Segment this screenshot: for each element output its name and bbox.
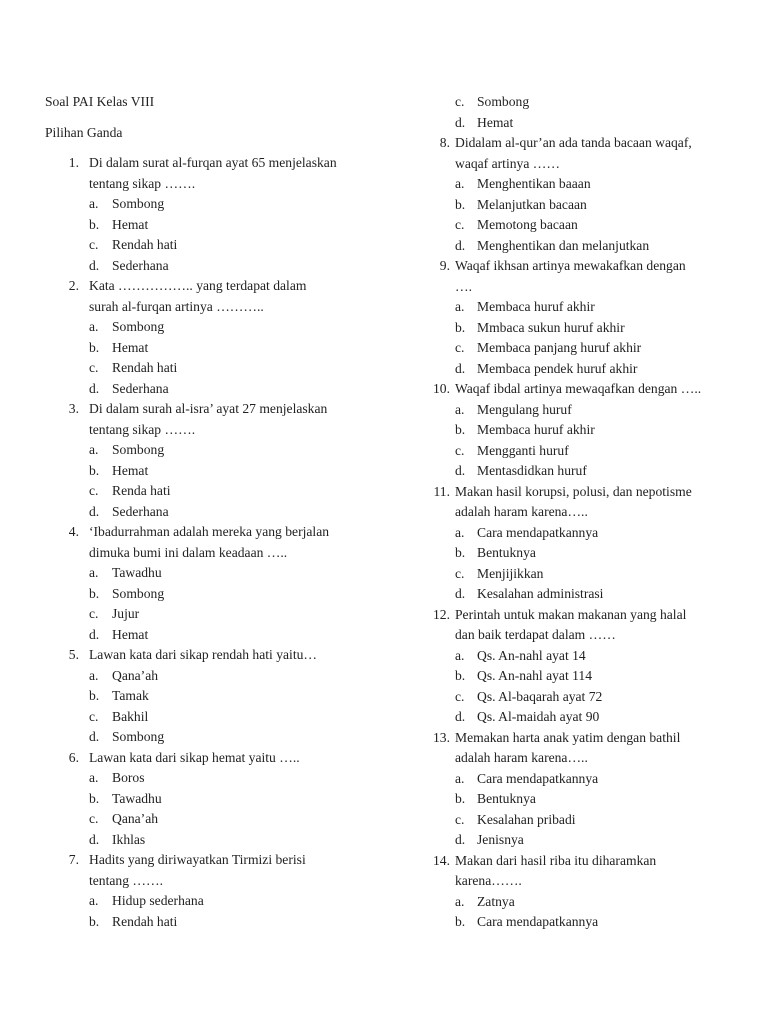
- answer-option: [430, 441, 750, 462]
- option-letter: d.: [455, 832, 466, 847]
- question-continuation-row: [430, 277, 750, 298]
- question-row: [45, 522, 380, 543]
- answer-option: [45, 604, 380, 625]
- option-letter: c.: [455, 811, 465, 827]
- option-letter: a.: [455, 176, 465, 191]
- option-text: Hemat: [477, 114, 514, 130]
- option-letter: a.: [455, 299, 465, 314]
- answer-option: [45, 584, 380, 605]
- answer-option: [45, 194, 380, 215]
- question-row: [430, 133, 750, 154]
- answer-option: [430, 543, 750, 564]
- answer-option: [430, 92, 750, 113]
- question-number: 13.: [433, 729, 450, 745]
- option-letter: b.: [89, 913, 100, 929]
- option-letter: a.: [455, 524, 465, 540]
- question-number: 5.: [68, 647, 79, 662]
- question-text-continuation: adalah haram karena…..: [455, 750, 588, 765]
- option-letter: d.: [89, 503, 100, 519]
- question-row: [45, 276, 380, 297]
- answer-option: [45, 481, 380, 502]
- option-text: Qs. Al-baqarah ayat 72: [477, 688, 603, 704]
- answer-option: [430, 318, 750, 339]
- option-text: Zatnya: [477, 893, 515, 909]
- option-text: Cara mendapatkannya: [477, 524, 599, 540]
- question-text: Lawan kata dari sikap rendah hati yaitu…: [89, 647, 317, 662]
- question-number: 4.: [68, 524, 79, 539]
- question-number: 3.: [68, 401, 79, 416]
- question-text: Lawan kata dari sikap hemat yaitu …..: [89, 749, 300, 765]
- option-text: Memotong bacaan: [477, 217, 578, 232]
- question-continuation-row: [45, 871, 380, 892]
- option-text: Qs. Al-maidah ayat 90: [477, 709, 600, 724]
- question-row: [430, 256, 750, 277]
- option-letter: d.: [89, 831, 100, 847]
- option-text: Hemat: [112, 626, 149, 642]
- option-text: Rendah hati: [112, 913, 178, 929]
- question-row: [430, 851, 750, 872]
- answer-option: [45, 707, 380, 728]
- option-text: Tawadhu: [112, 565, 162, 580]
- section-heading: Pilihan Ganda: [45, 124, 123, 140]
- question-continuation-row: [45, 420, 380, 441]
- option-text: Ikhlas: [112, 831, 146, 847]
- answer-option: [430, 338, 750, 359]
- option-letter: b.: [89, 790, 100, 806]
- question-number: 14.: [433, 852, 450, 868]
- option-letter: c.: [455, 94, 465, 109]
- option-letter: b.: [455, 545, 466, 560]
- answer-option: [45, 563, 380, 584]
- answer-option: [45, 686, 380, 707]
- option-text: Bakhil: [112, 708, 149, 724]
- option-text: Sombong: [112, 442, 165, 457]
- option-text: Membaca panjang huruf akhir: [477, 340, 642, 355]
- option-text: Membaca huruf akhir: [477, 299, 595, 314]
- question-continuation-row: [430, 625, 750, 646]
- option-text: Hidup sederhana: [112, 893, 204, 908]
- option-text: Qs. An-nahl ayat 14: [477, 647, 586, 663]
- question-row: [430, 482, 750, 503]
- option-text: Sombong: [112, 319, 165, 334]
- option-letter: c.: [455, 442, 465, 458]
- question-row: [430, 605, 750, 626]
- answer-option: [45, 912, 380, 933]
- question-text: ‘Ibadurrahman adalah mereka yang berjalan: [89, 524, 330, 539]
- answer-option: [430, 769, 750, 790]
- answer-option: [45, 502, 380, 523]
- answer-option: [430, 707, 750, 728]
- option-text: Mengulang huruf: [477, 401, 572, 417]
- option-letter: d.: [455, 586, 466, 601]
- answer-option: [45, 768, 380, 789]
- option-text: Membaca pendek huruf akhir: [477, 360, 638, 376]
- answer-option: [430, 687, 750, 708]
- question-continuation-row: [430, 748, 750, 769]
- question-text: Kata …………….. yang terdapat dalam: [89, 278, 307, 293]
- option-text: Membaca huruf akhir: [477, 422, 595, 437]
- option-letter: b.: [455, 791, 466, 806]
- question-number: 11.: [433, 483, 450, 499]
- answer-option: [45, 256, 380, 277]
- question-number: 9.: [439, 258, 450, 273]
- answer-option: [430, 461, 750, 482]
- option-text: Sederhana: [112, 503, 169, 519]
- option-letter: d.: [455, 114, 466, 130]
- option-text: Mmbaca sukun huruf akhir: [477, 319, 625, 335]
- answer-option: [430, 912, 750, 933]
- option-text: Mengganti huruf: [477, 442, 569, 458]
- answer-option: [430, 215, 750, 236]
- question-continuation-row: [45, 543, 380, 564]
- option-text: Jenisnya: [477, 832, 524, 847]
- answer-option: [45, 625, 380, 646]
- question-text-continuation: ….: [455, 278, 472, 294]
- question-number: 1.: [68, 155, 79, 170]
- answer-option: [430, 830, 750, 851]
- option-text: Qs. An-nahl ayat 114: [477, 668, 593, 683]
- option-letter: c.: [89, 483, 99, 498]
- option-text: Qana’ah: [112, 811, 159, 826]
- answer-option: [430, 174, 750, 195]
- option-letter: b.: [455, 196, 466, 212]
- option-letter: b.: [455, 668, 466, 683]
- option-letter: d.: [455, 360, 466, 376]
- question-text: Di dalam surah al-isra’ ayat 27 menjelaskan: [89, 401, 328, 416]
- option-letter: a.: [89, 196, 99, 211]
- option-text: Menjijikkan: [477, 565, 544, 581]
- document-title: Soal PAI Kelas VIII: [45, 94, 155, 109]
- answer-option: [430, 564, 750, 585]
- question-number: 12.: [433, 606, 450, 622]
- answer-option: [430, 666, 750, 687]
- answer-option: [45, 809, 380, 830]
- answer-option: [430, 236, 750, 257]
- question-text: Makan hasil korupsi, polusi, dan nepotisme: [455, 483, 692, 499]
- option-letter: c.: [89, 237, 99, 252]
- option-text: Sederhana: [112, 257, 169, 273]
- question-text-continuation: dimuka bumi ini dalam keadaan …..: [89, 544, 288, 560]
- option-letter: a.: [89, 565, 99, 580]
- option-letter: a.: [455, 647, 465, 663]
- question-row: [45, 748, 380, 769]
- question-text: Makan dari hasil riba itu diharamkan: [455, 852, 657, 868]
- answer-option: [430, 297, 750, 318]
- answer-option: [430, 646, 750, 667]
- option-letter: c.: [455, 217, 465, 232]
- option-letter: d.: [89, 729, 100, 744]
- option-text: Bentuknya: [477, 791, 536, 806]
- question-text: Memakan harta anak yatim dengan bathil: [455, 729, 681, 745]
- question-text-continuation: karena…….: [455, 873, 522, 888]
- option-text: Hemat: [112, 462, 149, 478]
- question-row: [45, 399, 380, 420]
- option-letter: a.: [455, 770, 465, 786]
- answer-option: [430, 584, 750, 605]
- answer-option: [45, 440, 380, 461]
- question-row: [45, 850, 380, 871]
- question-continuation-row: [430, 154, 750, 175]
- question-continuation-row: [430, 502, 750, 523]
- answer-option: [430, 523, 750, 544]
- answer-option: [45, 727, 380, 748]
- left-column: [45, 92, 380, 932]
- answer-option: [45, 789, 380, 810]
- option-letter: a.: [89, 319, 99, 334]
- question-text: Perintah untuk makan makanan yang halal: [455, 606, 687, 622]
- option-text: Sombong: [112, 585, 165, 601]
- option-text: Bentuknya: [477, 545, 536, 560]
- answer-option: [430, 892, 750, 913]
- answer-option: [45, 215, 380, 236]
- option-letter: c.: [89, 811, 99, 826]
- option-letter: b.: [455, 914, 466, 929]
- question-row: [45, 645, 380, 666]
- option-text: Sombong: [112, 196, 165, 211]
- option-letter: b.: [89, 688, 100, 703]
- question-text-continuation: waqaf artinya ……: [455, 155, 560, 171]
- question-row: [430, 379, 750, 400]
- question-text: Waqaf ibdal artinya mewaqafkan dengan …..: [455, 381, 702, 396]
- answer-option: [45, 830, 380, 851]
- option-text: Sombong: [477, 94, 530, 109]
- question-text-continuation: adalah haram karena…..: [455, 504, 588, 519]
- answer-option: [430, 400, 750, 421]
- question-row: [45, 153, 380, 174]
- option-letter: a.: [455, 401, 465, 417]
- question-continuation-row: [45, 297, 380, 318]
- option-text: Qana’ah: [112, 667, 159, 683]
- question-continuation-row: [45, 174, 380, 195]
- option-letter: a.: [89, 442, 99, 457]
- question-row: [430, 728, 750, 749]
- question-continuation-row: [430, 871, 750, 892]
- answer-option: [430, 113, 750, 134]
- question-number: 8.: [439, 135, 450, 150]
- option-text: Cara mendapatkannya: [477, 914, 599, 929]
- option-letter: c.: [89, 606, 99, 621]
- option-letter: d.: [455, 237, 466, 253]
- right-column: [430, 92, 750, 933]
- option-text: Hemat: [112, 339, 149, 355]
- question-text: Didalam al-qur’an ada tanda bacaan waqaf,: [455, 135, 692, 150]
- answer-option: [45, 358, 380, 379]
- answer-option: [45, 461, 380, 482]
- option-text: Rendah hati: [112, 237, 178, 252]
- option-letter: d.: [89, 257, 100, 273]
- option-text: Boros: [112, 770, 145, 785]
- option-text: Sederhana: [112, 380, 169, 396]
- option-letter: c.: [455, 688, 465, 704]
- option-text: Tawadhu: [112, 790, 162, 806]
- option-text: Sombong: [112, 729, 165, 744]
- question-text-continuation: tentang sikap …….: [89, 421, 196, 437]
- option-letter: d.: [89, 626, 100, 642]
- option-letter: c.: [89, 708, 99, 724]
- question-number: 7.: [68, 852, 79, 867]
- answer-option: [430, 359, 750, 380]
- option-text: Cara mendapatkannya: [477, 770, 599, 786]
- option-letter: a.: [89, 893, 99, 908]
- option-letter: d.: [89, 380, 100, 396]
- answer-option: [45, 338, 380, 359]
- option-text: Kesalahan pribadi: [477, 811, 576, 827]
- answer-option: [430, 810, 750, 831]
- answer-option: [45, 317, 380, 338]
- option-letter: d.: [455, 709, 466, 724]
- question-text-continuation: tentang …….: [89, 872, 163, 888]
- answer-option: [45, 891, 380, 912]
- option-letter: b.: [89, 462, 100, 478]
- option-letter: b.: [89, 339, 100, 355]
- option-text: Jujur: [112, 606, 140, 621]
- answer-option: [45, 666, 380, 687]
- option-text: Kesalahan administrasi: [477, 586, 604, 601]
- option-text: Rendah hati: [112, 360, 178, 375]
- option-text: Menghentikan dan melanjutkan: [477, 237, 650, 253]
- option-letter: b.: [455, 319, 466, 335]
- question-number: 10.: [433, 381, 450, 396]
- option-letter: b.: [455, 422, 466, 437]
- option-letter: b.: [89, 585, 100, 601]
- option-text: Mentasdidkan huruf: [477, 463, 587, 478]
- question-text: Hadits yang diriwayatkan Tirmizi berisi: [89, 852, 306, 867]
- option-letter: d.: [455, 463, 466, 478]
- question-number: 6.: [68, 749, 79, 765]
- option-letter: a.: [455, 893, 465, 909]
- answer-option: [430, 195, 750, 216]
- answer-option: [430, 420, 750, 441]
- answer-option: [430, 789, 750, 810]
- option-letter: c.: [455, 340, 465, 355]
- question-text-continuation: surah al-furqan artinya ………..: [89, 298, 264, 314]
- question-text-continuation: tentang sikap …….: [89, 175, 196, 191]
- option-text: Menghentikan baaan: [477, 176, 591, 191]
- option-letter: b.: [89, 216, 100, 232]
- answer-option: [45, 235, 380, 256]
- option-text: Renda hati: [112, 483, 171, 498]
- option-letter: c.: [455, 565, 465, 581]
- question-number: 2.: [68, 278, 79, 293]
- question-text: Di dalam surat al-furqan ayat 65 menjelaskan: [89, 155, 337, 170]
- option-text: Hemat: [112, 216, 149, 232]
- option-letter: c.: [89, 360, 99, 375]
- option-text: Tamak: [112, 688, 149, 703]
- option-letter: a.: [89, 770, 99, 785]
- question-text-continuation: dan baik terdapat dalam ……: [455, 627, 616, 642]
- option-text: Melanjutkan bacaan: [477, 196, 587, 212]
- option-letter: a.: [89, 667, 99, 683]
- question-text: Waqaf ikhsan artinya mewakafkan dengan: [455, 258, 686, 273]
- answer-option: [45, 379, 380, 400]
